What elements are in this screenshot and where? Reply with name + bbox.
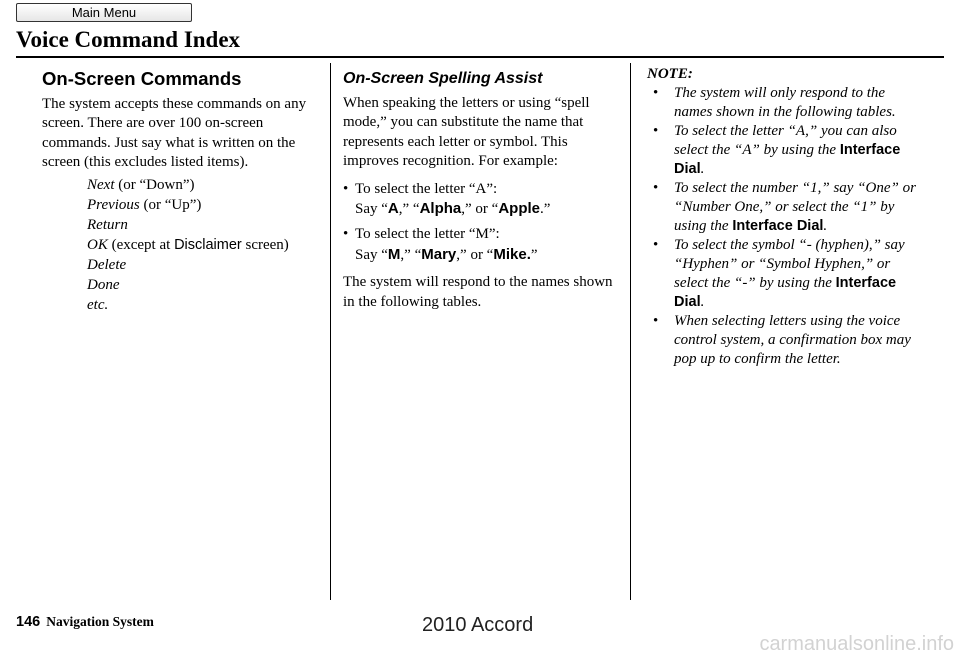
spelling-example: • To select the letter “M”: Say “M,” “Mary,” or “Mike.” [343,225,623,265]
section-name: Navigation System [46,614,154,629]
interface-dial-term: Interface Dial [732,218,824,234]
model-label: 2010 Accord [422,614,534,636]
note-list [647,84,925,369]
command-item: Done [87,276,120,293]
title-rule [16,56,944,58]
spelling-assist-intro: When speaking the letters or using “spell mode,” you can substitute the name that represents each letter or symbol. This improves recognition. For example: [343,95,590,170]
command-item: Delete [87,256,127,273]
spelling-assist-outro: The system will respond to the names shown in the following tables. [343,274,613,310]
command-item: Next (or “Down”) [87,176,195,193]
section-heading-on-screen-commands: On-Screen Commands [42,68,242,89]
column-divider-2 [630,63,631,600]
on-screen-commands-intro: The system accepts these commands on any screen. There are over 100 on-screen commands. Just say what is written on the screen (this excludes listed items). [42,96,307,171]
interface-dial-term: Interface Dial [674,275,897,310]
spelling-example: • To select the letter “A”: Say “A,” “Alpha,” or “Apple.” [343,180,623,220]
command-item: Previous (or “Up”) [87,196,202,213]
page-title: Voice Command Index [16,27,241,52]
command-item: etc. [87,296,109,313]
note-item: • The system will only respond to the names shown in the following tables. [653,85,896,120]
page-footer [16,614,154,630]
command-item: OK (except at Disclaimer screen) [87,236,289,253]
note-item: • To select the symbol “- (hyphen),” say “Hyphen” or “Symbol Hyphen,” or select the “-” by using the Interface Dial. [653,237,905,310]
main-menu-button[interactable]: Main Menu [16,3,192,22]
column-spelling-assist [343,64,623,312]
note-item: • When selecting letters using the voice control system, a confirmation box may pop up to confirm the letter. [653,313,911,367]
column-divider-1 [330,63,331,600]
note-heading: NOTE: [647,66,693,82]
column-notes [647,64,925,369]
interface-dial-term: Interface Dial [674,142,901,177]
column-on-screen-commands [42,64,324,315]
note-item: • To select the letter “A,” you can also select the “A” by using the Interface Dial. [653,123,901,177]
spelling-example-list [343,180,623,266]
note-item: • To select the number “1,” say “One” or “Number One,” or select the “1” by using the Interface Dial. [653,180,916,234]
page-number: 146 [16,614,41,630]
section-heading-spelling-assist: On-Screen Spelling Assist [343,70,543,87]
watermark: carmanualsonline.info [759,633,954,655]
command-item: Return [87,216,128,233]
command-list [42,175,324,315]
